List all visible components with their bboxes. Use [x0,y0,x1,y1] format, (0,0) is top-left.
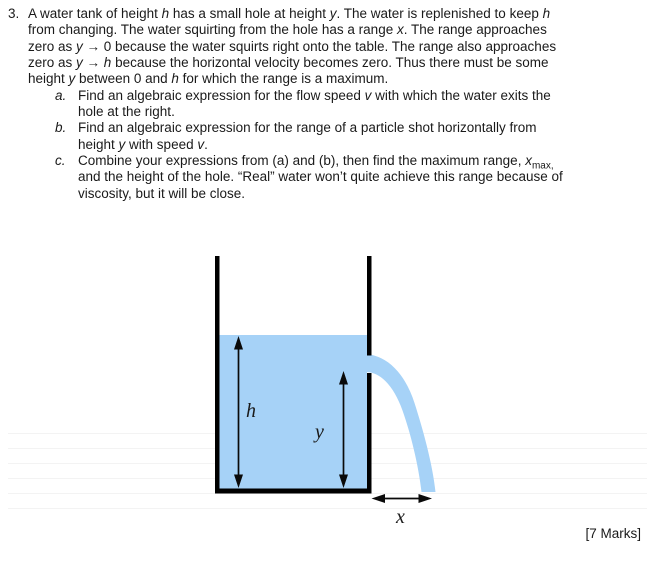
text-segment: because the horizontal velocity becomes zero. Thus there must be some [111,55,549,71]
text-segment: → [82,55,104,71]
text-segment: from changing. The water squirting from the hole has a range [28,22,397,38]
subpart-label: b. [55,120,67,136]
variable-h: h [103,55,112,71]
variable-h: h [161,6,170,21]
text-segment: Find an algebraic expression for the range of a particle shot horizontally from [78,120,537,136]
subscript: max, [531,160,554,172]
text-segment: height [28,71,69,87]
variable-h: h [171,71,179,87]
text-segment: has a small hole at height [169,6,330,21]
text-segment: viscosity, but it will be close. [78,185,246,201]
text-segment: with speed [125,136,198,152]
tank-height-label: h [246,400,256,422]
text-segment: between 0 and [75,71,172,87]
subpart-label: c. [55,153,66,169]
variable-y: y [76,38,83,54]
tank-left-wall [215,256,220,494]
text-segment: and the height of the hole. “Real” water won’t quite achieve this range because of [78,169,563,185]
text-segment: Combine your expressions from (a) and (b), then find the maximum range, [78,153,526,169]
variable-y: y [76,55,83,71]
text-segment: with which the water exits the [371,87,551,103]
range-label: x [396,506,405,528]
text-segment: Find an algebraic expression for the flow speed [78,87,365,103]
variable-v: v [197,136,205,152]
water-fill [220,335,368,489]
marks-label: [7 Marks] [585,526,641,541]
text-segment: for which the range is a maximum. [178,71,389,87]
variable-v: v [364,87,372,103]
variable-y: y [118,136,126,152]
variable-x: x [525,153,532,169]
tank-right-wall-below-hole [367,373,372,494]
text-segment: zero as [28,38,77,54]
tank-right-wall-above-hole [367,256,372,356]
water-stream [367,354,436,492]
variable-h: h [542,6,551,21]
hole-height-label: y [315,421,324,443]
text-segment: height [78,136,119,152]
subpart-label: a. [55,87,67,103]
variable-y: y [68,71,76,87]
variable-x: x [396,22,404,38]
text-segment: . The range approaches [403,22,547,38]
problem-number: 3. [8,6,20,21]
range-arrow [372,494,433,503]
text-segment: . [204,136,208,152]
text-segment: → 0 because the water squirts right onto the table. The range also approaches [82,38,557,54]
text-segment: hole at the right. [78,104,175,120]
text-segment: zero as [28,55,77,71]
text-segment: . The water is replenished to keep [336,6,543,21]
text-segment: A water tank of height [28,6,162,21]
variable-y: y [329,6,337,21]
tank-bottom [215,489,372,494]
